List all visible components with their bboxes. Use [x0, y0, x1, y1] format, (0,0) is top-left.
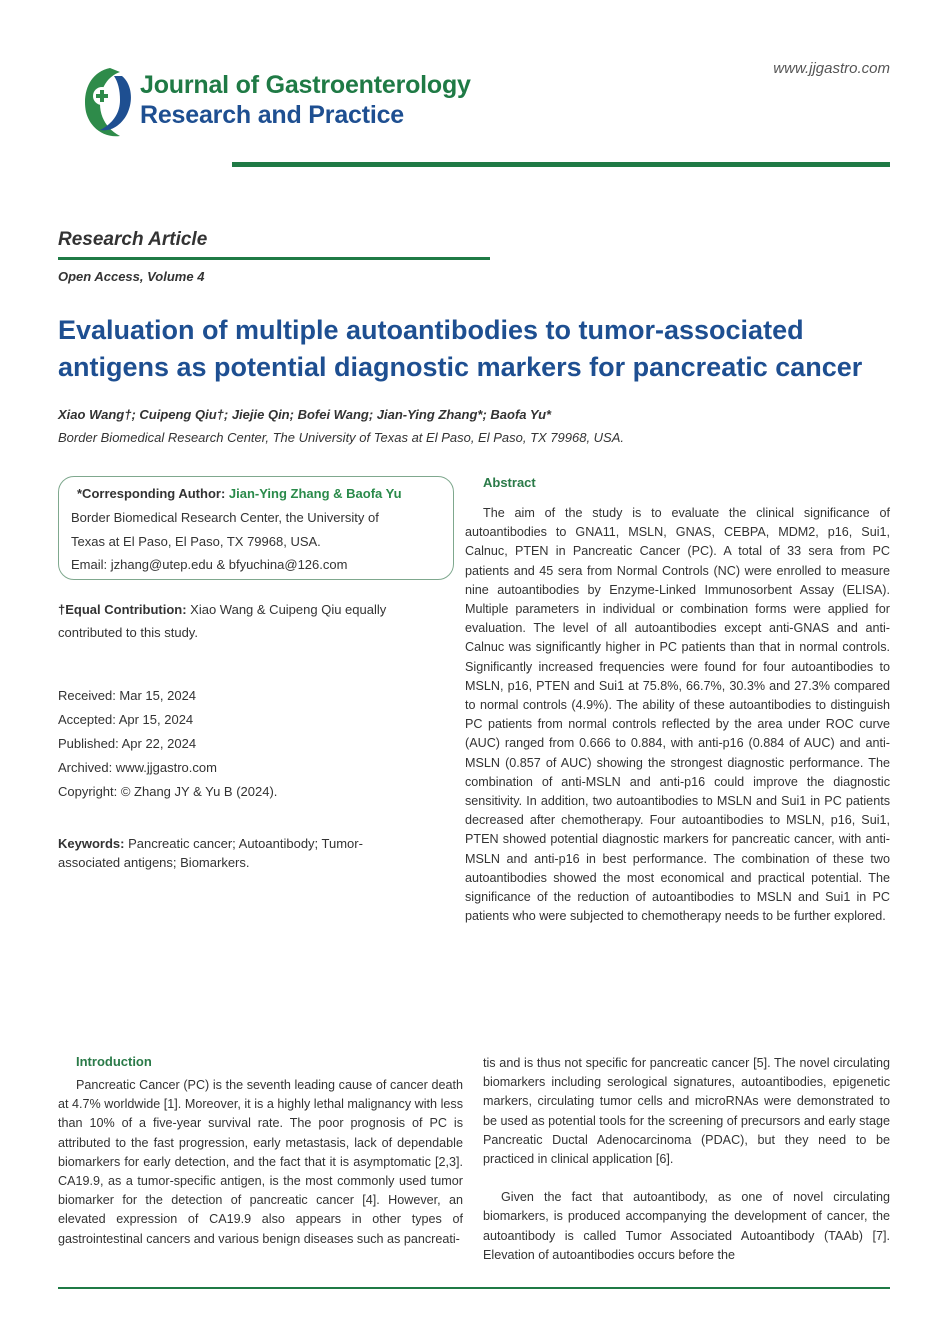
journal-logo-icon [78, 62, 138, 144]
article-title: Evaluation of multiple autoantibodies to tumor-associated antigens as potential diagnostic markers for pancreatic cancer [58, 315, 863, 382]
journal-name [140, 70, 471, 130]
corresponding-address-line2: Texas at El Paso, El Paso, TX 79968, USA. [71, 534, 321, 549]
archived-link[interactable]: Archived: www.jjgastro.com [58, 760, 217, 775]
corresponding-author-line [77, 486, 402, 501]
keywords-label: Keywords: [58, 836, 125, 851]
equal-contribution-note [58, 598, 438, 644]
introduction-right-column [483, 1054, 890, 1265]
introduction-paragraph: tis and is thus not specific for pancreatic cancer [5]. The novel circulating biomarkers including serological signatures, autoantibodies, epigenetic markers, circulating tumor cells and microRNAs were demonstrated to be used as potential tools for the screening of precursors and early stage Pancreatic Ductal Adenocarcinoma (PDAC), but they need to be practiced in clinical application [6]. [483, 1056, 890, 1167]
access-volume: Open Access, Volume 4 [58, 269, 205, 284]
article-type: Research Article [58, 229, 208, 250]
corresponding-address-line1: Border Biomedical Research Center, the University of [71, 510, 379, 525]
accepted-date: Accepted: Apr 15, 2024 [58, 712, 194, 727]
introduction-heading: Introduction [76, 1054, 152, 1069]
keywords [58, 834, 378, 872]
copyright-note: Copyright: © Zhang JY & Yu B (2024). [58, 784, 278, 799]
equal-contribution-text: Xiao Wang & Cuipeng Qiu equally contributed to this study. [58, 602, 387, 640]
header-divider [232, 162, 890, 167]
introduction-left-column: Pancreatic Cancer (PC) is the seventh leading cause of cancer death at 4.7% worldwide [1]. Moreover, it is a highly lethal malignancy with less than 10% of a five-year survival rate. The poor prognosis of PC is attributed to the fast progression, early metastasis, lack of dependable biomarkers for early detection, and the fact that it is asymptomatic [2,3]. CA19.9, as a tumor-specific antigen, is the most commonly used tumor biomarker for the detection of pancreatic cancer [4]. However, an elevated expression of CA19.9 also appears in other types of gastrointestinal cancers and various benign diseases such as pancreati- [58, 1078, 463, 1246]
received-date: Received: Mar 15, 2024 [58, 688, 197, 703]
author-list: Xiao Wang†; Cuipeng Qiu†; Jiejie Qin; Bofei Wang; Jian-Ying Zhang*; Baofa Yu* [58, 407, 552, 422]
publication-dates [58, 684, 277, 804]
journal-name-line2: Research and Practice [140, 101, 405, 129]
corresponding-author-label: *Corresponding Author: [77, 486, 226, 501]
introduction-paragraph: Given the fact that autoantibody, as one of novel circulating biomarkers, is produced accompanying the development of cancer, the autoantibody is called Tumor Associated Autoantibody (TAAb) [7]. Elevation of autoantibodies occurs before the [483, 1190, 890, 1262]
corresponding-author-box [58, 476, 454, 580]
journal-website[interactable]: www.jjgastro.com [773, 60, 890, 77]
corresponding-author-names: Jian-Ying Zhang & Baofa Yu [228, 486, 402, 501]
article-type-divider [58, 257, 490, 260]
abstract-heading: Abstract [483, 475, 536, 490]
equal-contribution-label: †Equal Contribution: [58, 602, 187, 617]
published-date: Published: Apr 22, 2024 [58, 736, 197, 751]
footer-divider [58, 1287, 890, 1289]
corresponding-email[interactable]: Email: jzhang@utep.edu & bfyuchina@126.com [71, 557, 348, 572]
abstract-text: The aim of the study is to evaluate the clinical significance of autoantibodies to GNA11, MSLN, GNAS, CEBPA, MDM2, p16, Sui1, Calnuc, PTEN in Pancreatic Cancer (PC). A total of 33 sera from PC patients and 45 sera from Normal Controls (NC) were enrolled to measure nine autoantibodies by Enzyme-Linked Immunosorbent Assay (ELISA). Multiple parameters in individual or combination forms were applied for evaluation. The level of all autoantibodies except anti-GNAS and anti-Calnuc was significantly higher in PC patients than that in normal controls. Significantly increased frequencies were found for four autoantibodies to MSLN, p16, PTEN and Sui1 at 75.8%, 66.7%, 30.3% and 27.3% compared to normal controls (4.9%). The ability of these autoantibodies to distinguish PC patients from normal controls reflected by the area under ROC curve (AUC) ranged from 0.666 to 0.884, with anti-p16 (0.884 of AUC) and anti-MSLN (0.857 of AUC) showing the strongest diagnostic performance. The combination of anti-MSLN and anti-p16 could improve the diagnostic sensitivity. In addition, two autoantibodies to MSLN and Sui1 in PC patients decreased after chemotherapy. Four autoantibodies to MSLN, p16, Sui1, PTEN showed potential diagnostic markers for pancreatic cancer, with anti-MSLN and anti-p16 in best performance. The combination of these two autoantibodies showed the most economical and practical potential. The significance of the reduction of autoantibodies to MSLN and Sui1 in PC patients who were subjected to chemotherapy needs to be further explored. [465, 506, 890, 924]
journal-name-line1: Journal of Gastroenterology [140, 71, 471, 99]
keywords-text: Pancreatic cancer; Autoantibody; Tumor-associated antigens; Biomarkers. [58, 836, 363, 870]
author-affiliation: Border Biomedical Research Center, The University of Texas at El Paso, El Paso, TX 79968, USA. [58, 430, 625, 445]
